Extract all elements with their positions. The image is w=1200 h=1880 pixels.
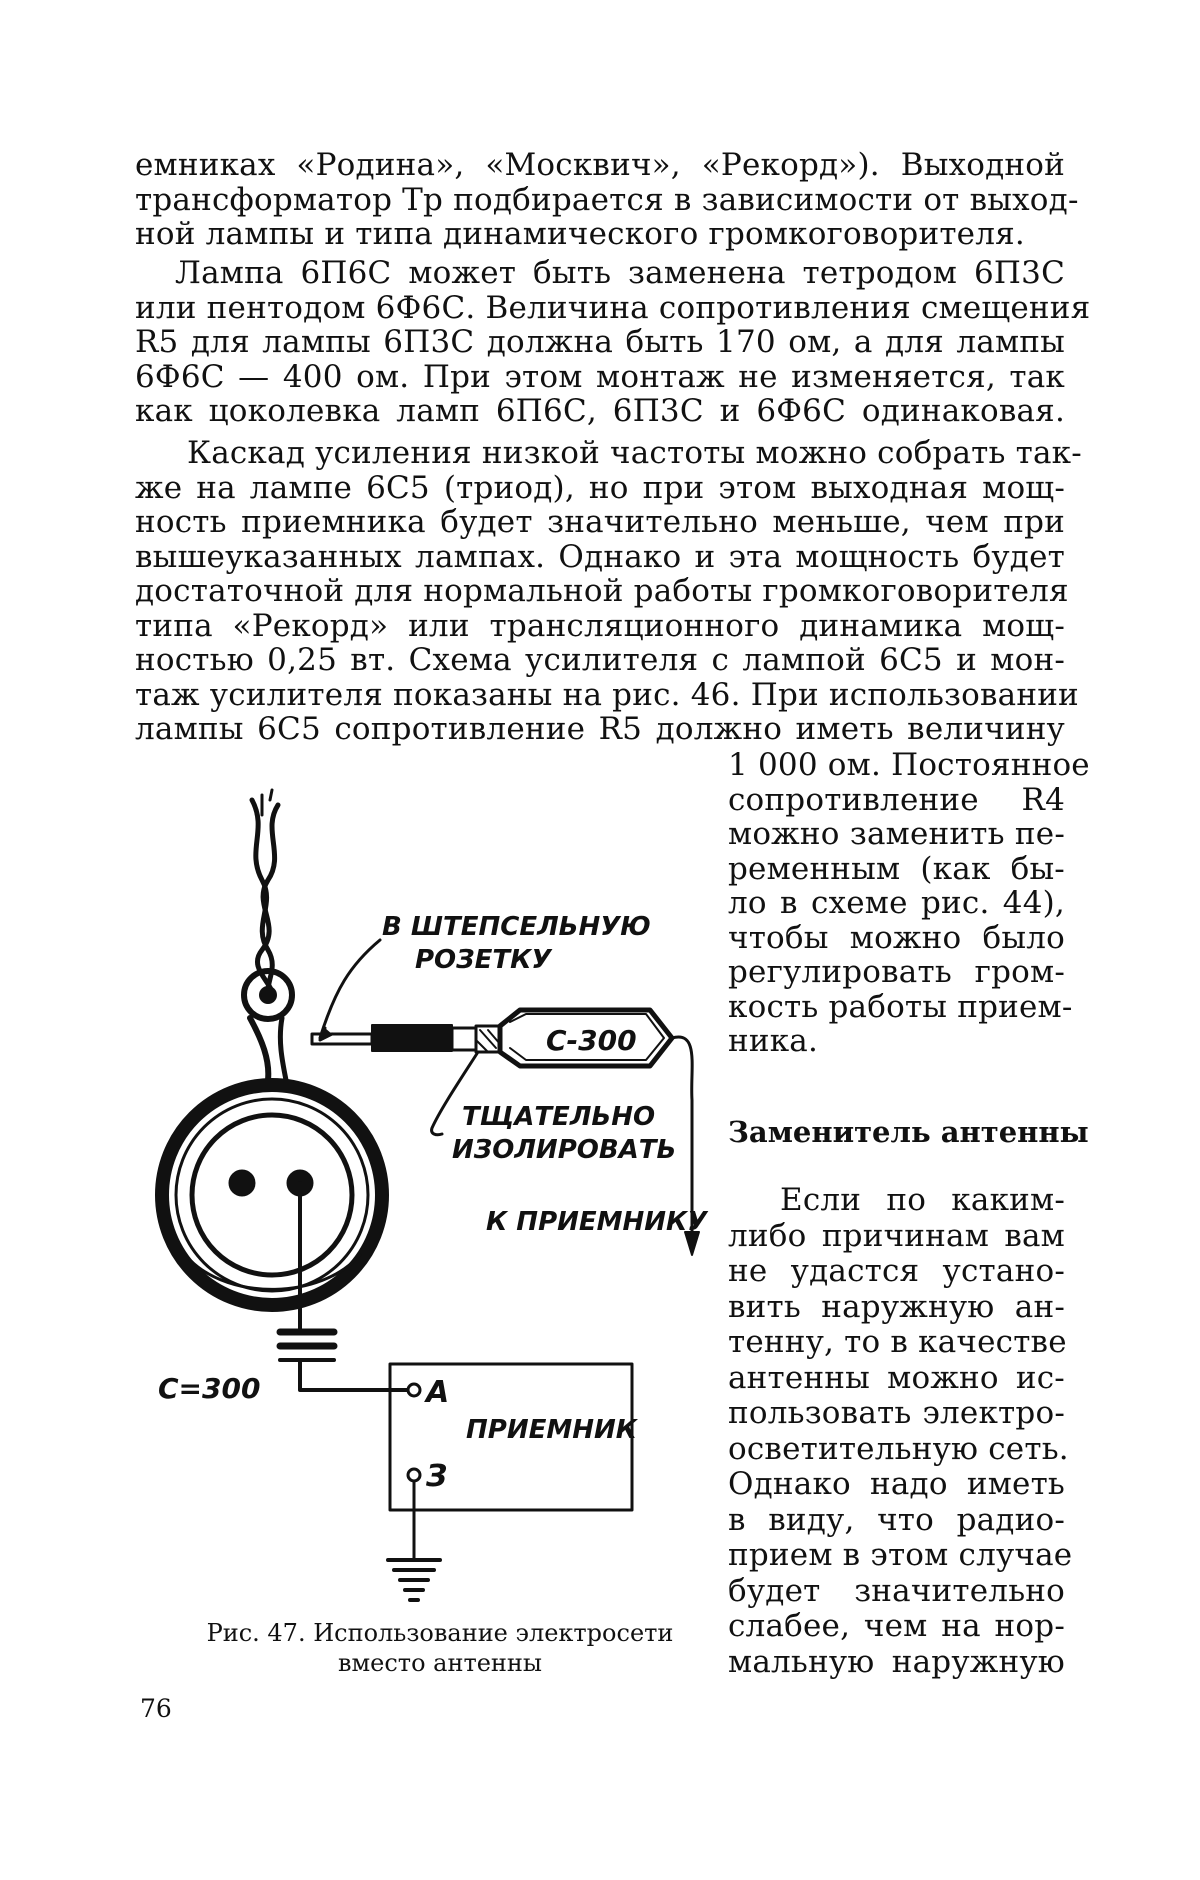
figure-caption <box>170 1618 710 1678</box>
receiver-label: ПРИЕМНИК <box>466 1415 637 1445</box>
label-insulate-line2: ИЗОЛИРОВАТЬ <box>452 1135 677 1165</box>
capacitor-label: С=300 <box>158 1372 261 1405</box>
cord-clamp <box>244 971 292 1080</box>
page-number: 76 <box>140 1694 172 1723</box>
label-insulate-line1: ТЩАТЕЛЬНО <box>462 1102 656 1132</box>
terminal-a-label: А <box>426 1375 450 1410</box>
label-socket-line1: В ШТЕПСЕЛЬНУЮ <box>382 912 651 942</box>
label-to-receiver: К ПРИЕМНИКУ <box>486 1207 708 1237</box>
section-heading: Заменитель антенны <box>728 1115 1089 1149</box>
label-socket-line2: РОЗЕТКУ <box>415 945 552 975</box>
terminal-z-label: З <box>426 1459 448 1494</box>
paragraph-2: Лампа 6П6С может быть заменена тетродом 6П3С или пентодом 6Ф6С. Величина сопротивления смещения R5 для лампы 6П3С должна быть 170 ом, а для лампы 6Ф6С — 400 ом. При этом монтаж не изменяется, так как цоколевка ламп 6П6С, 6П3С и 6Ф6С одинаковая. <box>135 255 1091 429</box>
caption-line-1: Рис. 47. Использование электросети <box>206 1619 674 1647</box>
caption-line-2: вместо антенны <box>337 1649 543 1677</box>
paragraph-4: Если по каким- либо причинам вам не удастся устано- вить наружную ан- тенну, то в качестве антенны можно ис- пользовать электро- осветительную сеть. Однако надо иметь в виду, что радио- прием в этом случае будет значительно слабее, чем на нор- мальную наружную <box>728 1182 1073 1680</box>
paragraph-3-continued: 1 000 ом. Постоянное сопротивление R4 можно заменить пе- ременным (как бы- ло в схеме рис. 44), чтобы можно было регулировать гром- кость работы прием- ника. <box>728 747 1090 1059</box>
wall-socket <box>162 1085 382 1305</box>
capacitor-symbol <box>280 1332 334 1360</box>
paragraph-1: емниках «Родина», «Москвич», «Рекорд»). Выходной трансформатор Тр подбирается в зависимости от выход- ной лампы и типа динамического громкоговорителя. <box>135 147 1079 252</box>
capacitor-plug-label: С-300 <box>546 1024 637 1057</box>
paragraph-3: Каскад усиления низкой частоты можно собрать так- же на лампе 6С5 (триод), но при этом выходная мощ- ность приемника будет значительно меньше, чем при вышеуказанных лампах. Однако и эта мощность будет достаточной для нормальной работы громкоговорителя типа «Рекорд» или трансляционного динамика мощ- ностью 0,25 вт. Схема усилителя с лампой 6С5 и мон- таж усилителя показаны на рис. 46. При использовании лампы 6С5 сопротивление R5 должно иметь величину <box>135 435 1082 747</box>
ground-symbol <box>388 1560 440 1600</box>
